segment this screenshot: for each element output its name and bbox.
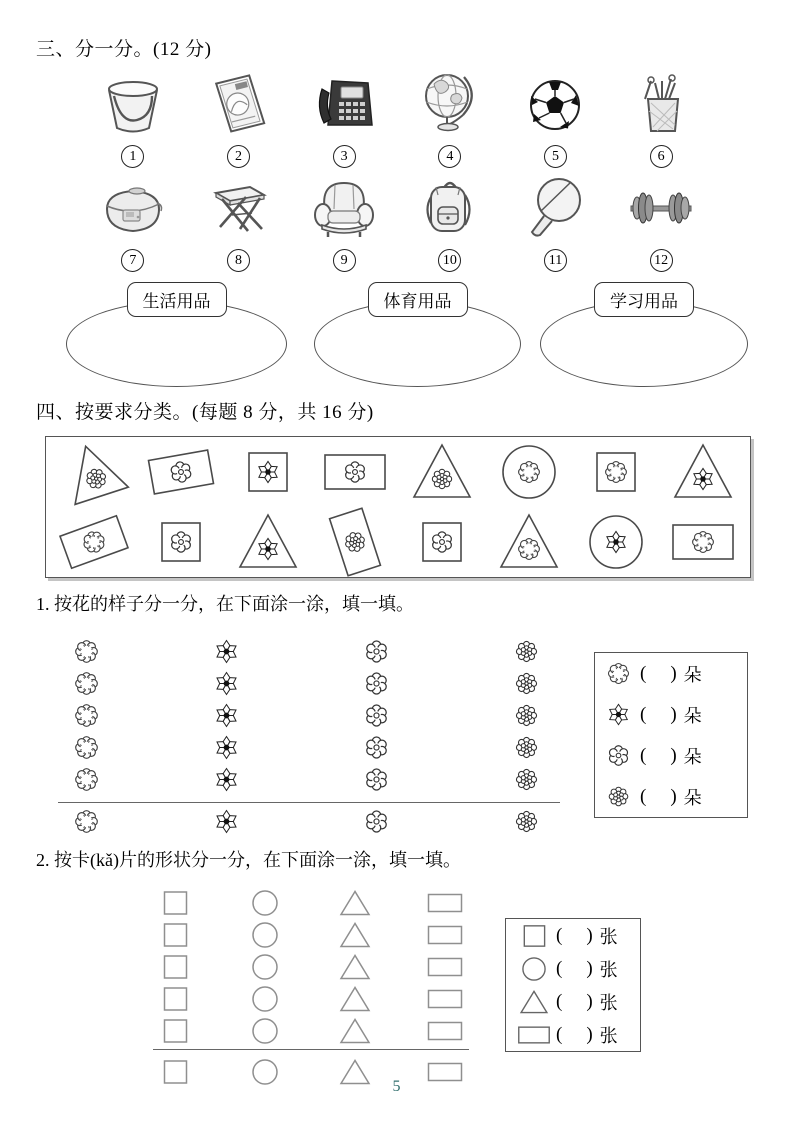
category-label: 体育用品 — [368, 282, 468, 317]
circle-card-icon — [247, 890, 283, 916]
telephone-icon — [308, 69, 380, 141]
blank-open-paren: ( — [556, 1023, 563, 1045]
q2-answer-row-circle — [506, 956, 640, 982]
q1-answer-row-flower-c — [595, 743, 747, 769]
blank-open-paren: ( — [556, 924, 563, 946]
blank-close-paren: ) — [586, 990, 593, 1012]
armchair-icon — [308, 173, 380, 245]
item-telephone — [291, 64, 397, 168]
question2-baseline — [153, 1049, 469, 1050]
rect-card-icon — [427, 954, 463, 980]
circle-card-flower-d — [489, 439, 569, 505]
shape-row — [46, 507, 750, 577]
unit-label: 朵 — [683, 705, 702, 726]
triangle-card-flower-b — [228, 509, 308, 575]
flower-c-icon — [363, 702, 390, 729]
item-armchair — [291, 168, 397, 272]
item-number-badge: 5 — [544, 145, 567, 168]
rect-card-flower-d — [54, 509, 134, 575]
flower-c-icon — [363, 766, 390, 793]
flower-a-icon — [513, 734, 540, 761]
flower-b-icon — [213, 808, 240, 835]
item-folding-stool — [186, 168, 292, 272]
triangle-outline — [665, 441, 741, 503]
question2-answer-box — [505, 918, 641, 1052]
section4-shape-box — [45, 436, 751, 578]
flower-b-icon — [213, 734, 240, 761]
rect-card-flower-c — [315, 439, 395, 505]
flower-c-icon — [606, 743, 631, 768]
blank-close-paren: ) — [670, 744, 677, 766]
q1-column-flower-b — [198, 638, 254, 840]
rice-cooker-icon — [97, 173, 169, 245]
unit-label: 朵 — [683, 746, 702, 767]
triangle-card-icon — [337, 1018, 373, 1044]
page-number: 5 — [392, 1078, 401, 1095]
section3-items-grid — [80, 64, 714, 272]
item-rice-cooker — [80, 168, 186, 272]
square-card-icon — [157, 922, 193, 948]
flower-b-icon — [606, 702, 631, 727]
flower-d-icon — [73, 808, 100, 835]
square-card-icon — [157, 986, 193, 1012]
square-card-flower-b — [228, 439, 308, 505]
triangle-card-icon — [337, 890, 373, 916]
item-soccer-ball — [503, 64, 609, 168]
unit-label: 张 — [599, 992, 618, 1013]
flower-a-icon — [606, 784, 631, 809]
flower-b-icon — [213, 670, 240, 697]
storybook-icon — [202, 69, 274, 141]
square-outline — [143, 511, 219, 573]
square-outline — [578, 441, 654, 503]
q1-column-flower-d — [58, 638, 114, 840]
flower-d-icon — [73, 670, 100, 697]
category-label: 生活用品 — [127, 282, 227, 317]
folding-stool-icon — [202, 173, 274, 245]
rect-outline — [138, 435, 224, 509]
q2-column-circle — [245, 890, 285, 1091]
section4-title: 四、按要求分类。(每题 8 分，共 16 分) — [36, 402, 374, 423]
rect-card-icon — [427, 890, 463, 916]
section3-title: 三、分一分。(12 分) — [36, 39, 212, 60]
triangle-card-flower-d — [489, 509, 569, 575]
rect-outline — [317, 441, 393, 503]
globe-icon — [414, 69, 486, 141]
question1-tally-grid — [58, 638, 563, 848]
item-number-badge: 11 — [544, 249, 567, 272]
item-storybook — [186, 64, 292, 168]
table-tennis-paddle-icon — [519, 173, 591, 245]
q2-column-square — [155, 890, 195, 1091]
triangle-outline — [404, 441, 480, 503]
backpack-icon — [414, 173, 486, 245]
unit-label: 朵 — [683, 664, 702, 685]
triangle-outline — [230, 511, 306, 573]
blank-open-paren: ( — [640, 785, 647, 807]
flower-a-icon — [513, 808, 540, 835]
rect-card-flower-d — [663, 509, 743, 575]
flower-c-icon — [363, 808, 390, 835]
rect-card-icon — [517, 1023, 551, 1047]
flower-d-icon — [73, 766, 100, 793]
q2-column-triangle — [335, 890, 375, 1091]
circle-outline — [491, 441, 567, 503]
square-card-icon — [157, 1018, 193, 1044]
flower-c-icon — [363, 670, 390, 697]
flower-d-icon — [73, 702, 100, 729]
flower-a-icon — [513, 638, 540, 665]
circle-card-icon — [247, 954, 283, 980]
q1-answer-row-flower-a — [595, 784, 747, 810]
blank-close-paren: ) — [586, 924, 593, 946]
item-number-badge: 2 — [227, 145, 250, 168]
blank-open-paren: ( — [640, 703, 647, 725]
square-card-flower-d — [576, 439, 656, 505]
circle-card-icon — [247, 922, 283, 948]
unit-label: 张 — [599, 926, 618, 947]
triangle-card-flower-b — [663, 439, 743, 505]
circle-card-flower-b — [576, 509, 656, 575]
item-backpack — [397, 168, 503, 272]
blank-open-paren: ( — [556, 990, 563, 1012]
q2-answer-row-triangle — [506, 989, 640, 1015]
q1-answer-row-flower-d — [595, 661, 747, 687]
item-dumbbell — [608, 168, 714, 272]
rect-outline — [313, 496, 395, 587]
item-number-badge: 4 — [438, 145, 461, 168]
flower-c-icon — [363, 638, 390, 665]
question2-tally-grid — [155, 890, 475, 1090]
item-pen-holder — [608, 64, 714, 168]
circle-outline — [578, 511, 654, 573]
flower-a-icon — [513, 670, 540, 697]
rect-card-flower-c — [141, 439, 221, 505]
item-bucket — [80, 64, 186, 168]
blank-open-paren: ( — [556, 957, 563, 979]
item-number-badge: 3 — [333, 145, 356, 168]
blank-close-paren: ) — [670, 785, 677, 807]
question2-text: 2. 按卡(kǎ)片的形状分一分，在下面涂一涂，填一填。 — [36, 850, 461, 870]
triangle-card-icon — [337, 986, 373, 1012]
circle-card-icon — [247, 1018, 283, 1044]
item-table-tennis-paddle — [503, 168, 609, 272]
question1-text: 1. 按花的样子分一分，在下面涂一涂，填一填。 — [36, 594, 414, 614]
blank-close-paren: ) — [586, 1023, 593, 1045]
square-outline — [404, 511, 480, 573]
rect-card-icon — [427, 1018, 463, 1044]
blank-close-paren: ) — [586, 957, 593, 979]
circle-card-icon — [517, 957, 551, 981]
q2-answer-row-square — [506, 923, 640, 949]
blank-open-paren: ( — [640, 662, 647, 684]
item-globe — [397, 64, 503, 168]
section3-category-ovals — [0, 282, 793, 392]
soccer-ball-icon — [519, 69, 591, 141]
square-card-icon — [157, 890, 193, 916]
square-outline — [230, 441, 306, 503]
item-number-badge: 9 — [333, 249, 356, 272]
blank-close-paren: ) — [670, 662, 677, 684]
question1-answer-box — [594, 652, 748, 818]
flower-c-icon — [363, 734, 390, 761]
item-number-badge: 12 — [650, 249, 673, 272]
category-group — [540, 282, 748, 390]
square-card-icon — [517, 924, 551, 948]
category-group — [314, 282, 521, 390]
flower-d-icon — [73, 638, 100, 665]
rect-card-flower-a — [315, 509, 395, 575]
triangle-card-icon — [517, 990, 551, 1014]
q1-answer-row-flower-b — [595, 702, 747, 728]
square-card-flower-c — [402, 509, 482, 575]
square-card-icon — [157, 954, 193, 980]
item-number-badge: 6 — [650, 145, 673, 168]
item-number-badge: 8 — [227, 249, 250, 272]
blank-open-paren: ( — [640, 744, 647, 766]
rect-card-icon — [427, 986, 463, 1012]
triangle-outline — [48, 431, 139, 513]
flower-d-icon — [606, 661, 631, 686]
triangle-card-icon — [337, 954, 373, 980]
bucket-icon — [97, 69, 169, 141]
flower-a-icon — [513, 766, 540, 793]
flower-d-icon — [73, 734, 100, 761]
q2-column-rect — [425, 890, 465, 1091]
flower-b-icon — [213, 766, 240, 793]
q1-column-flower-a — [498, 638, 554, 840]
unit-label: 张 — [599, 959, 618, 980]
pen-holder-icon — [625, 69, 697, 141]
triangle-card-flower-a — [402, 439, 482, 505]
question1-baseline — [58, 802, 560, 803]
unit-label: 朵 — [683, 787, 702, 808]
triangle-outline — [491, 511, 567, 573]
rect-card-icon — [427, 922, 463, 948]
flower-a-icon — [513, 702, 540, 729]
circle-card-icon — [247, 986, 283, 1012]
blank-close-paren: ) — [670, 703, 677, 725]
category-label: 学习用品 — [594, 282, 694, 317]
category-group — [66, 282, 287, 390]
flower-b-icon — [213, 702, 240, 729]
rect-outline — [665, 511, 741, 573]
unit-label: 张 — [599, 1025, 618, 1046]
q2-answer-row-rect — [506, 1022, 640, 1048]
item-number-badge: 1 — [121, 145, 144, 168]
item-number-badge: 7 — [121, 249, 144, 272]
square-card-flower-c — [141, 509, 221, 575]
q1-column-flower-c — [348, 638, 404, 840]
shape-row — [46, 437, 750, 507]
rect-outline — [47, 500, 140, 584]
triangle-card-icon — [337, 922, 373, 948]
item-number-badge: 10 — [438, 249, 461, 272]
dumbbell-icon — [625, 173, 697, 245]
flower-b-icon — [213, 638, 240, 665]
triangle-card-flower-a — [54, 439, 134, 505]
